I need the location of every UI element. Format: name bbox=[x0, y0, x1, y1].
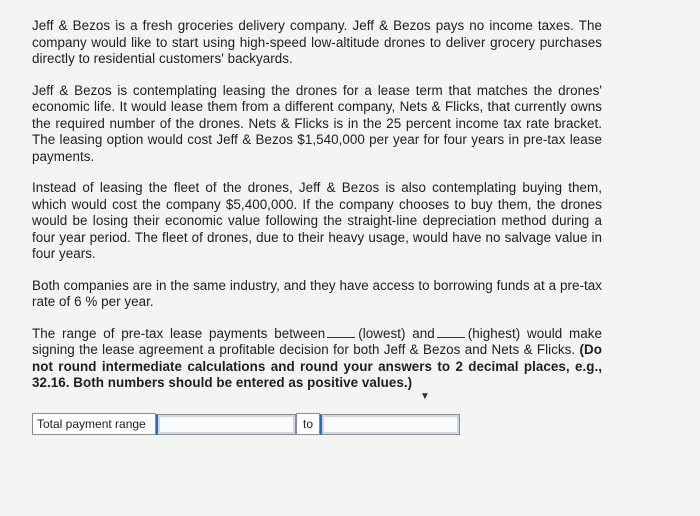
question-part-3: (highest) would make signing the lease agreement a profitable decision for both Jeff & Bezos and Nets & Flicks. bbox=[32, 325, 602, 357]
paragraph-borrowing: Both companies are in the same industry, and they have access to borrowing funds at a pre-tax rate of 6 % per year. bbox=[32, 277, 602, 309]
lowest-blank bbox=[327, 327, 355, 338]
paragraph-leasing: Jeff & Bezos is contemplating leasing the drones for a lease term that matches the drones' economic life. It would lease them from a different company, Nets & Flicks, that currently owns the required number of the drones. Nets & Flicks is in the 25 percent income tax rate bracket. The leasing option would cost Jeff & Bezos $1,540,000 per year for four years in pre-tax lease payments. bbox=[32, 82, 602, 164]
highest-blank bbox=[437, 327, 465, 338]
to-label: to bbox=[296, 413, 320, 435]
question-instruction: (Do not round intermediate calculations and round your answers to 2 decimal places, e.g., 32.16. Both numbers should be entered as positive values.) bbox=[32, 342, 602, 390]
cursor-marker: ▼ bbox=[420, 391, 430, 402]
question-part-2: (lowest) and bbox=[358, 325, 435, 341]
lowest-payment-input[interactable] bbox=[156, 414, 296, 435]
question-part-1: The range of pre-tax lease payments between bbox=[32, 325, 326, 341]
paragraph-buying: Instead of leasing the fleet of the drones, Jeff & Bezos is also contemplating buying them, which would cost the company $5,400,000. If the company chooses to buy them, the drones would be losing their economic value following the straight-line depreciation method during a four year period. The fleet of drones, due to their heavy usage, would have no salvage value in four years. bbox=[32, 180, 602, 261]
answer-row bbox=[32, 413, 460, 435]
highest-payment-input[interactable] bbox=[320, 414, 460, 435]
total-payment-range-label: Total payment range bbox=[32, 413, 156, 435]
paragraph-intro: Jeff & Bezos is a fresh groceries delivery company. Jeff & Bezos pays no income taxes. The company would like to start using high-speed low-altitude drones to deliver grocery purchases directly to residential customers' backyards. bbox=[32, 18, 602, 66]
question-text bbox=[32, 326, 602, 392]
problem-text bbox=[32, 18, 602, 392]
